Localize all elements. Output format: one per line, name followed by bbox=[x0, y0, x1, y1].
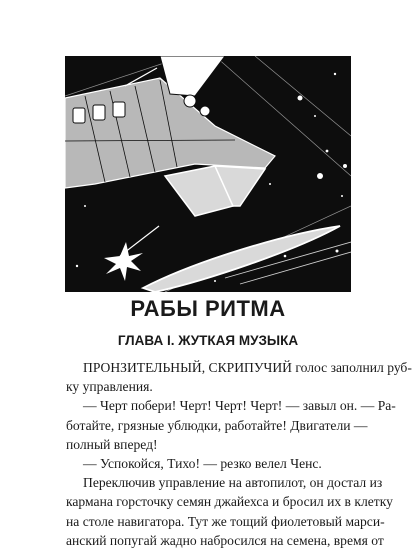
text-line: анский попугай жадно набросился на семена, время от bbox=[66, 532, 384, 548]
text-line: на столе навигатора. Тут же тощий фиолетовый марси- bbox=[66, 513, 385, 529]
text-line: ПРОНЗИТЕЛЬНЫЙ, СКРИПУЧИЙ голос заполнил руб- bbox=[83, 360, 412, 375]
text-line: кармана горсточку семян джайехса и бросил их в клетку bbox=[66, 494, 393, 510]
text-line: ку управления. bbox=[66, 379, 153, 395]
body-text bbox=[66, 358, 412, 550]
text-line: Переключив управление на автопилот, он достал из bbox=[83, 475, 383, 491]
text-line: — Черт побери! Черт! Черт! Черт! — завыл он. — Ра- bbox=[83, 398, 396, 414]
story-title: РАБЫ РИТМА bbox=[130, 296, 286, 321]
text-line: полный вперед! bbox=[66, 436, 158, 452]
text-line: — Успокойся, Тихо! — резко велел Ченс. bbox=[83, 455, 322, 471]
spaceship-illustration bbox=[65, 56, 351, 292]
text-line: ботайте, грязные ублюдки, работайте! Двигатели — bbox=[66, 417, 368, 433]
chapter-heading: ГЛАВА I. ЖУТКАЯ МУЗЫКА bbox=[117, 333, 299, 348]
